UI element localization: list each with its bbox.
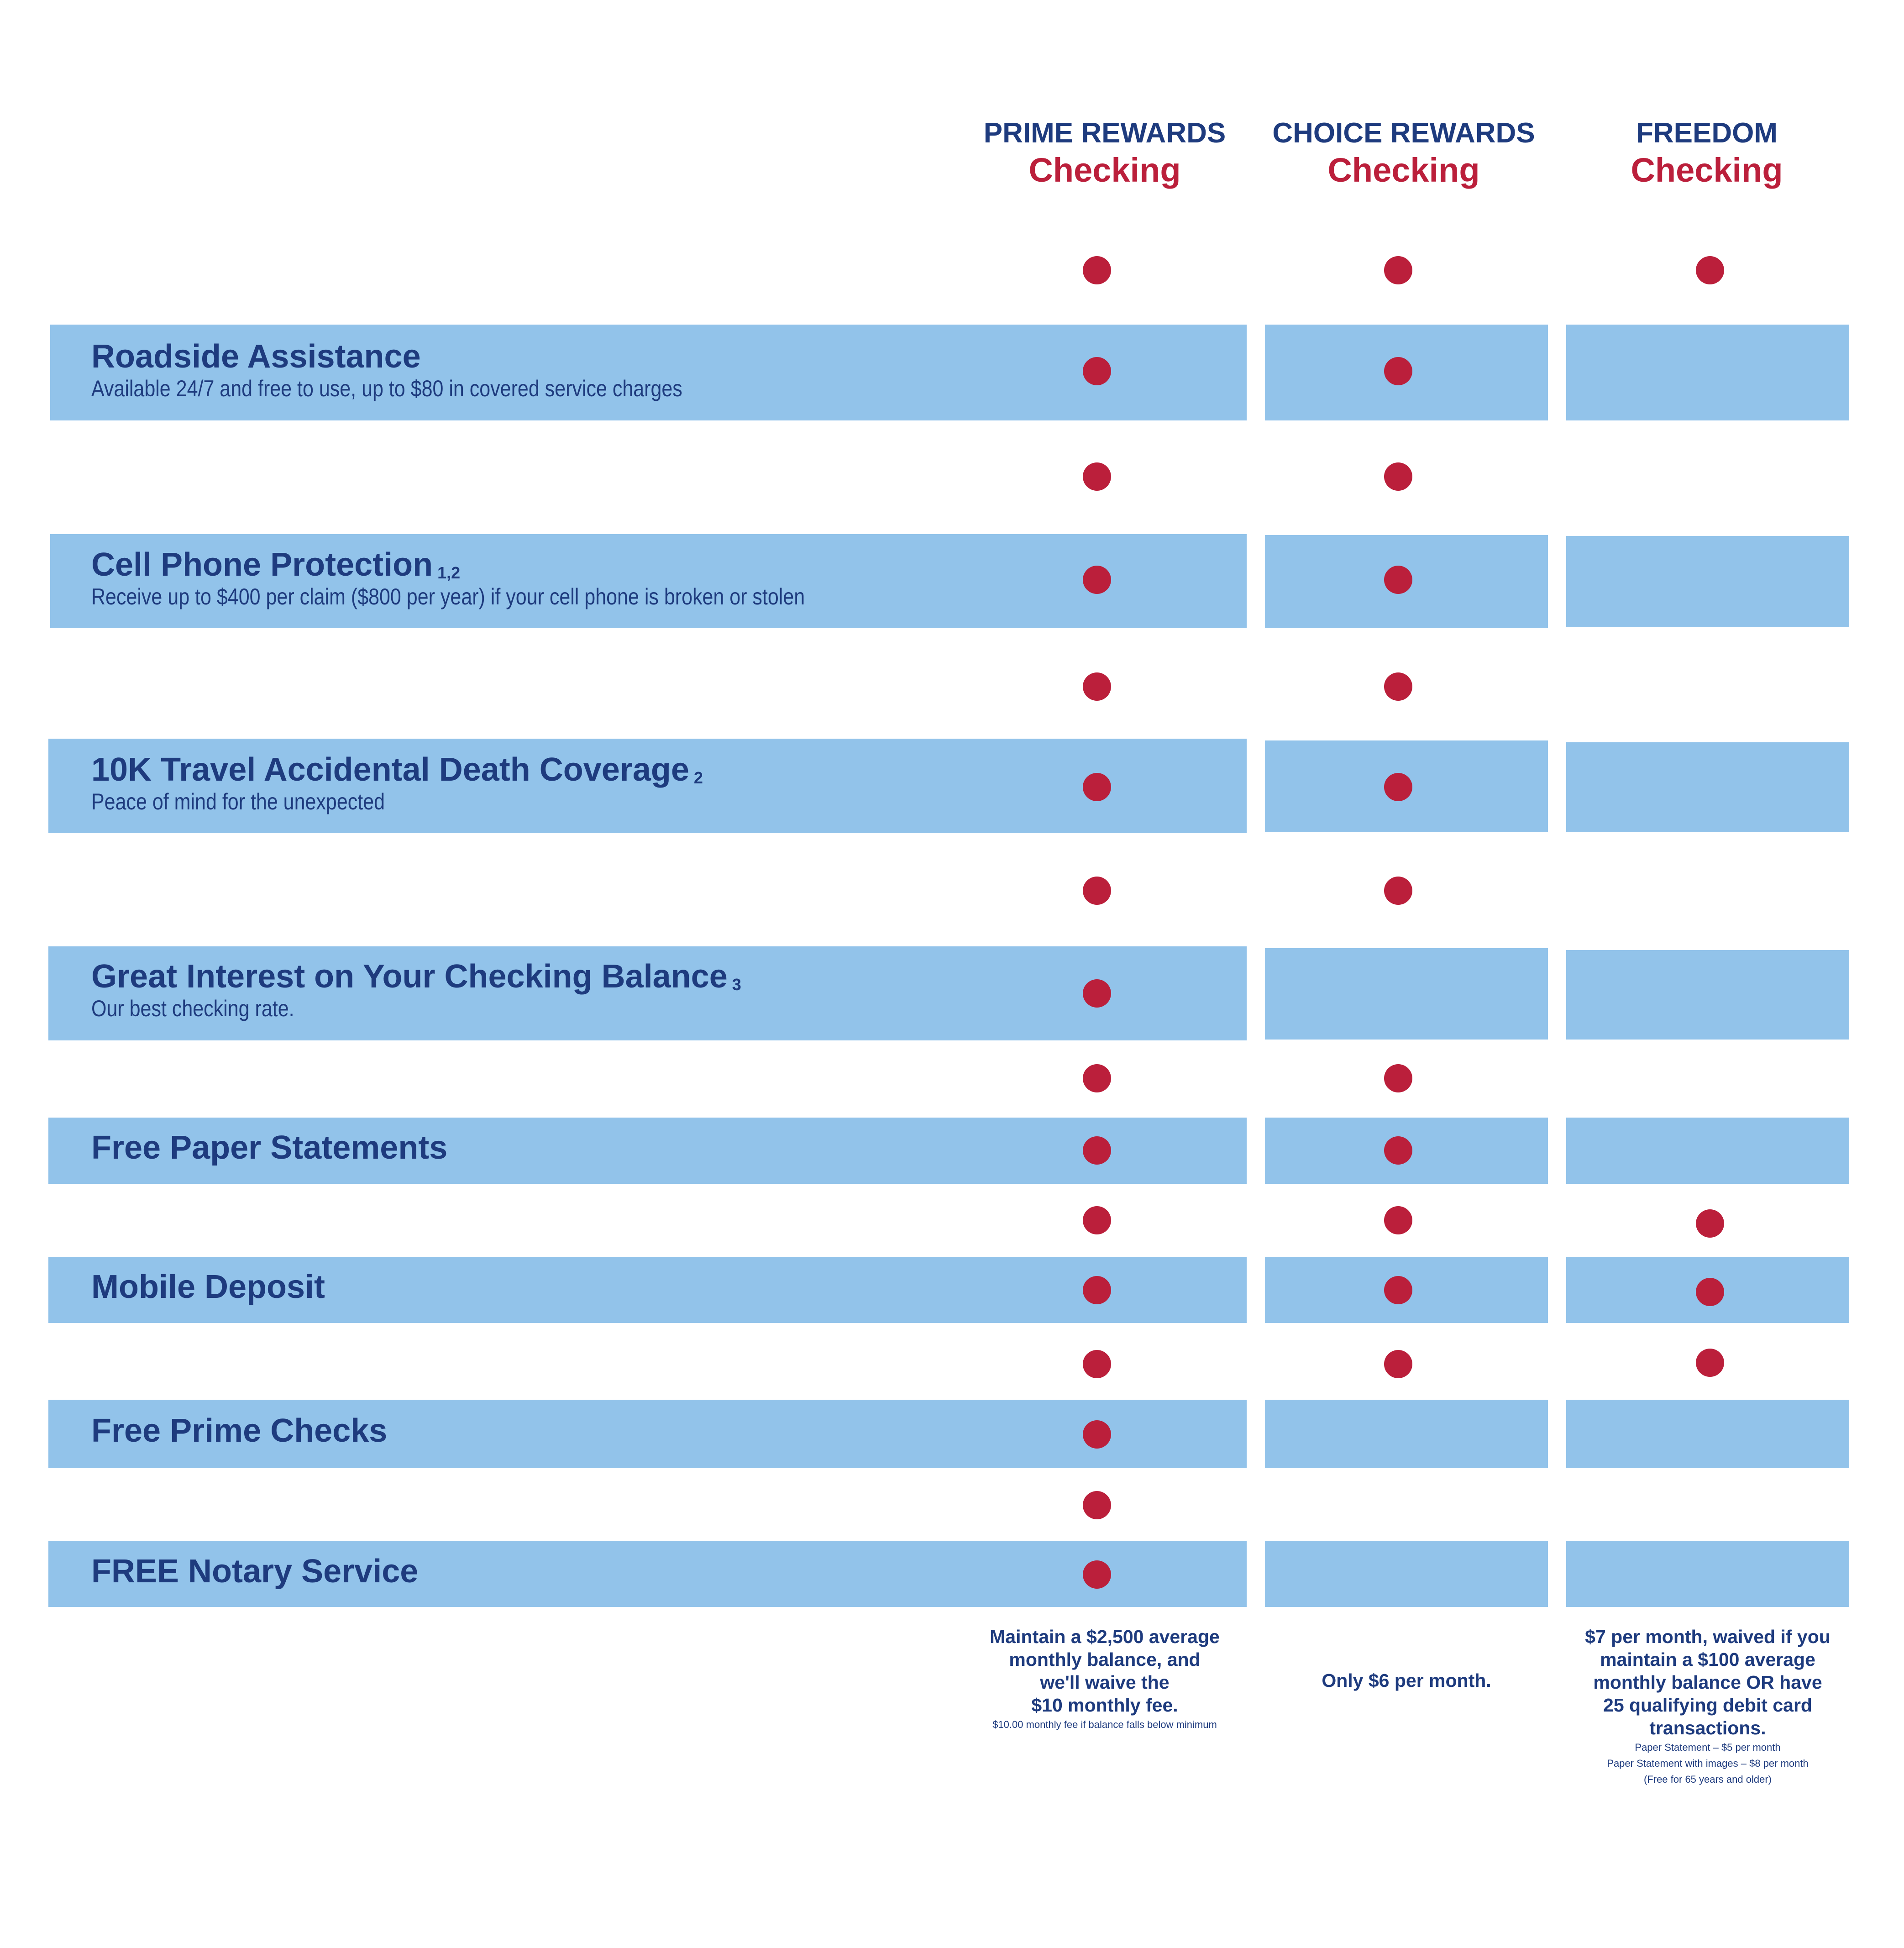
fine-print: Paper Statement – $5 per month [1635,1742,1781,1754]
feature-free-paper-statements [91,1130,447,1166]
feature-description: Our best checking rate. [91,996,294,1022]
checkmark-dot [1384,1350,1412,1378]
feature-cell-phone-protection [91,547,921,610]
checkmark-dot [1083,672,1111,701]
footnote-marker: 3 [732,975,741,994]
freedom-cell [1566,1541,1849,1607]
fee-line: monthly balance OR have [1593,1672,1822,1693]
choice-cell [1265,1541,1548,1607]
feature-roadside-assistance [91,339,779,402]
feature-great-interest [91,959,741,1022]
column-title: FREEDOM [1636,117,1778,149]
feature-description: Available 24/7 and free to use, up to $80 in covered service charges [91,376,682,402]
freedom-cell [1566,950,1849,1040]
feature-title: Cell Phone Protection $^{1,2}$ [91,546,461,583]
feature-title: 10K Travel Accidental Death Coverage $^2$ [91,751,703,788]
checkmark-dot [1384,357,1412,385]
fine-print: (Free for 65 years and older) [1643,1774,1772,1785]
checkmark-dot [1696,1349,1724,1377]
column-header-freedom [1556,116,1857,191]
choice-cell [1265,1400,1548,1468]
checkmark-dot [1083,979,1111,1008]
freedom-cell [1566,536,1849,627]
checkmark-dot [1083,1136,1111,1165]
fee-line: Maintain a $2,500 average [990,1626,1220,1647]
checkmark-dot [1083,357,1111,385]
feature-title: Free Paper Statements [91,1129,448,1166]
checkmark-dot [1696,1209,1724,1238]
freedom-cell [1566,1400,1849,1468]
fee-line: transactions. [1649,1717,1766,1739]
checkmark-dot [1384,1136,1412,1165]
checkmark-dot [1696,256,1724,284]
footnote-marker: 1,2 [437,563,461,582]
fee-line: $7 per month, waived if you [1585,1626,1831,1647]
feature-description: Receive up to $400 per claim ($800 per year) if your cell phone is broken or stolen [91,584,805,610]
checkmark-dot [1384,1206,1412,1234]
fee-line: monthly balance, and [1009,1649,1201,1670]
checkmark-dot [1083,566,1111,594]
checkmark-dot [1083,1491,1111,1519]
choice-cell [1265,948,1548,1040]
feature-free-prime-checks [91,1413,387,1449]
fine-print: $10.00 monthly fee if balance falls below minimum [992,1719,1217,1731]
footnote-marker: 2 [693,768,703,787]
feature-free-notary-service [91,1554,418,1590]
feature-mobile-deposit [91,1269,325,1305]
fee-line: $10 monthly fee. [1031,1695,1178,1716]
feature-title: FREE Notary Service [91,1553,419,1590]
checkmark-dot [1083,877,1111,905]
fee-line: we'll waive the [1040,1672,1170,1693]
freedom-cell [1566,742,1849,832]
checkmark-dot [1384,672,1412,701]
feature-travel-accidental-death [91,752,703,815]
checkmark-dot [1083,1560,1111,1589]
fee-note-prime [963,1625,1246,1733]
column-subtitle: Checking [1028,151,1181,189]
feature-title: Great Interest on Your Checking Balance $^3$ [91,958,741,995]
feature-description: Peace of mind for the unexpected [91,789,385,815]
fine-print: Paper Statement with images – $8 per month [1607,1758,1809,1769]
checkmark-dot [1083,773,1111,801]
freedom-cell [1566,1118,1849,1184]
feature-title: Roadside Assistance [91,338,421,375]
column-header-choice [1253,116,1554,191]
fee-line: Only $6 per month. [1322,1670,1491,1691]
checkmark-dot [1384,256,1412,284]
checkmark-dot [1384,566,1412,594]
checkmark-dot [1384,1276,1412,1304]
feature-title: Mobile Deposit [91,1269,325,1305]
fee-line: 25 qualifying debit card [1603,1695,1812,1716]
checkmark-dot [1083,462,1111,491]
freedom-cell [1566,325,1849,420]
checkmark-dot [1083,1206,1111,1234]
checkmark-dot [1384,877,1412,905]
checkmark-dot [1384,1064,1412,1092]
fee-note-freedom [1562,1625,1854,1788]
column-subtitle: Checking [1631,151,1783,189]
column-title: PRIME REWARDS [983,117,1226,149]
column-subtitle: Checking [1327,151,1480,189]
checkmark-dot [1696,1278,1724,1306]
checkmark-dot [1384,462,1412,491]
checkmark-dot [1083,1276,1111,1304]
feature-title: Free Prime Checks [91,1412,388,1449]
checkmark-dot [1083,1420,1111,1449]
checkmark-dot [1083,1064,1111,1092]
checkmark-dot [1083,256,1111,284]
checkmark-dot [1083,1350,1111,1378]
column-title: CHOICE REWARDS [1272,117,1535,149]
fee-note-choice [1265,1669,1548,1692]
checkmark-dot [1384,773,1412,801]
column-header-prime [954,116,1255,191]
fee-line: maintain a $100 average [1600,1649,1815,1670]
